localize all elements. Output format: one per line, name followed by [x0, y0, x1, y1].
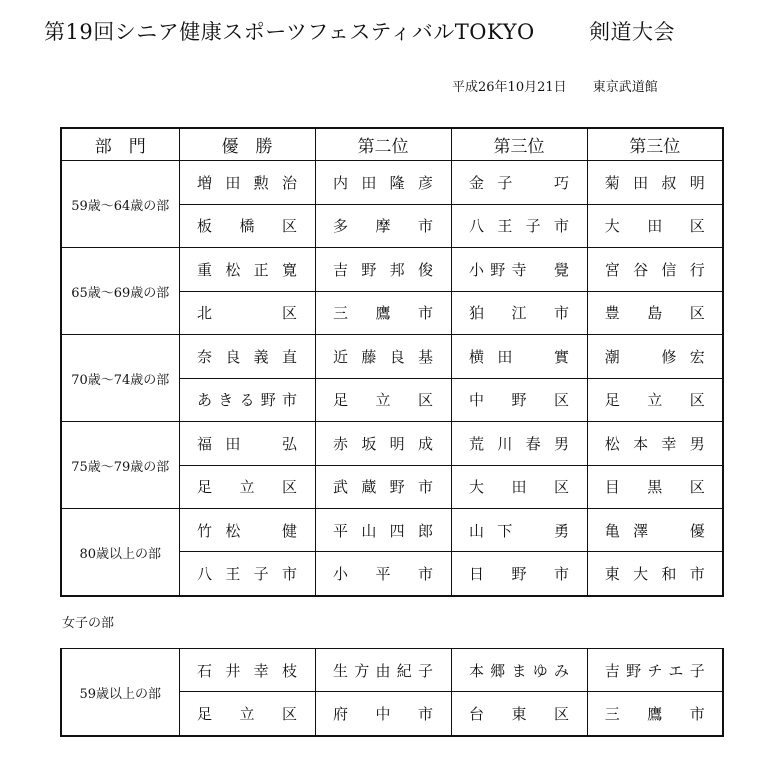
- winner-name: [587, 248, 723, 292]
- cell-text: 小平市: [333, 565, 433, 584]
- cell-text: 奈良義直: [197, 347, 297, 366]
- winner-city: [315, 204, 451, 248]
- cell-text: 潮 修宏: [604, 347, 705, 366]
- winner-name: [451, 422, 587, 466]
- winner-city: [315, 692, 451, 736]
- cell-text: 北区: [197, 304, 297, 323]
- event-info: [452, 76, 658, 95]
- division-label: 75歳〜79歳の部: [61, 422, 179, 509]
- division-label: 59歳以上の部: [61, 649, 179, 737]
- men-results-table: [60, 127, 724, 597]
- header-second: 第二位: [315, 128, 451, 161]
- cell-text: 足立区: [197, 478, 297, 497]
- winner-name: [587, 649, 723, 692]
- women-results-table: [60, 648, 724, 737]
- header-third-b: 第三位: [587, 128, 723, 161]
- winner-city: [315, 465, 451, 509]
- page-title: [44, 16, 734, 46]
- cell-text: 近藤良基: [333, 347, 433, 366]
- winner-city: [587, 692, 723, 736]
- cell-text: 石井幸枝: [197, 661, 297, 680]
- winner-name: [315, 422, 451, 466]
- winner-name: [451, 649, 587, 692]
- cell-text: 三鷹市: [333, 304, 433, 323]
- cell-text: 日野市: [469, 565, 569, 584]
- cell-text: 松本幸男: [604, 434, 705, 453]
- men-body: [61, 161, 723, 597]
- cell-text: 重松正寛: [197, 260, 297, 279]
- winner-name: [451, 248, 587, 292]
- cell-text: 府中市: [333, 705, 433, 724]
- winner-name: [315, 649, 451, 692]
- title-text: 第19回シニア健康スポーツフェスティバルTOKYO: [44, 20, 535, 44]
- division-name-row: [61, 335, 723, 379]
- winner-name: [587, 335, 723, 379]
- cell-text: 宮谷信行: [604, 260, 705, 279]
- women-body: [61, 649, 723, 737]
- cell-text: 板橋区: [197, 217, 297, 236]
- division-label: 80歳以上の部: [61, 509, 179, 597]
- winner-name: [179, 248, 315, 292]
- header-division: 部 門: [61, 128, 179, 161]
- cell-text: 東大和市: [604, 565, 705, 584]
- cell-text: 大田区: [469, 478, 569, 497]
- winner-city: [451, 204, 587, 248]
- winner-city: [451, 378, 587, 422]
- cell-text: 目黒区: [604, 478, 705, 497]
- cell-text: 増田勲治: [197, 173, 297, 192]
- event-date: 平成26年10月21日: [452, 80, 567, 95]
- winner-city: [179, 378, 315, 422]
- winner-city: [451, 692, 587, 736]
- winner-city: [587, 465, 723, 509]
- winner-city: [587, 552, 723, 596]
- cell-text: 三鷹市: [604, 705, 705, 724]
- event-name: 剣道大会: [589, 20, 675, 44]
- winner-city: [587, 291, 723, 335]
- winner-name: [179, 649, 315, 692]
- header-third-a: 第三位: [451, 128, 587, 161]
- winner-city: [179, 204, 315, 248]
- cell-text: 狛江市: [469, 304, 569, 323]
- cell-text: 赤坂明成: [333, 434, 433, 453]
- cell-text: 吉野邦俊: [333, 260, 433, 279]
- cell-text: 足立区: [333, 391, 433, 410]
- winner-city: [587, 204, 723, 248]
- cell-text: あきる野市: [197, 391, 297, 410]
- header-winner: 優 勝: [179, 128, 315, 161]
- cell-text: 横田 實: [469, 347, 569, 366]
- cell-text: 菊田叔明: [604, 173, 705, 192]
- division-label: 59歳〜64歳の部: [61, 161, 179, 248]
- header-row: [61, 128, 723, 161]
- cell-text: 小野寺 覺: [469, 260, 569, 279]
- winner-city: [587, 378, 723, 422]
- winner-city: [451, 465, 587, 509]
- winner-name: [179, 422, 315, 466]
- winner-city: [451, 552, 587, 596]
- event-venue: 東京武道館: [592, 80, 658, 95]
- winner-name: [587, 422, 723, 466]
- winner-name: [315, 509, 451, 552]
- winner-name: [451, 509, 587, 552]
- cell-text: 竹松 健: [197, 521, 297, 540]
- cell-text: 中野区: [469, 391, 569, 410]
- winner-city: [179, 291, 315, 335]
- winner-city: [179, 692, 315, 736]
- cell-text: 八王子市: [469, 217, 569, 236]
- cell-text: 八王子市: [197, 565, 297, 584]
- cell-text: 山下 勇: [469, 521, 569, 540]
- cell-text: 金子 巧: [469, 173, 569, 192]
- winner-city: [315, 552, 451, 596]
- cell-text: 足立区: [197, 705, 297, 724]
- winner-name: [179, 161, 315, 205]
- cell-text: 多摩市: [333, 217, 433, 236]
- winner-name: [587, 509, 723, 552]
- division-name-row: [61, 649, 723, 692]
- division-label: 70歳〜74歳の部: [61, 335, 179, 422]
- winner-city: [315, 291, 451, 335]
- cell-text: 内田隆彦: [333, 173, 433, 192]
- winner-city: [179, 552, 315, 596]
- division-name-row: [61, 161, 723, 205]
- cell-text: 生方由紀子: [333, 661, 433, 680]
- winner-name: [315, 161, 451, 205]
- winner-name: [315, 335, 451, 379]
- cell-text: 台東区: [469, 705, 569, 724]
- winner-city: [451, 291, 587, 335]
- cell-text: 亀澤 優: [604, 521, 705, 540]
- winner-name: [315, 248, 451, 292]
- cell-text: 荒川春男: [469, 434, 569, 453]
- cell-text: 武蔵野市: [333, 478, 433, 497]
- cell-text: 豊島区: [604, 304, 705, 323]
- division-name-row: [61, 509, 723, 552]
- cell-text: 大田区: [604, 217, 705, 236]
- cell-text: 福田 弘: [197, 434, 297, 453]
- cell-text: 本郷まゆみ: [469, 661, 569, 680]
- winner-name: [179, 509, 315, 552]
- winner-name: [587, 161, 723, 205]
- cell-text: 足立区: [604, 391, 705, 410]
- division-label: 65歳〜69歳の部: [61, 248, 179, 335]
- winner-name: [451, 335, 587, 379]
- cell-text: 平山四郎: [333, 521, 433, 540]
- winner-city: [179, 465, 315, 509]
- division-name-row: [61, 422, 723, 466]
- women-section-label: 女子の部: [62, 616, 115, 631]
- winner-city: [315, 378, 451, 422]
- winner-name: [179, 335, 315, 379]
- cell-text: 吉野チエ子: [604, 661, 705, 680]
- winner-name: [451, 161, 587, 205]
- division-name-row: [61, 248, 723, 292]
